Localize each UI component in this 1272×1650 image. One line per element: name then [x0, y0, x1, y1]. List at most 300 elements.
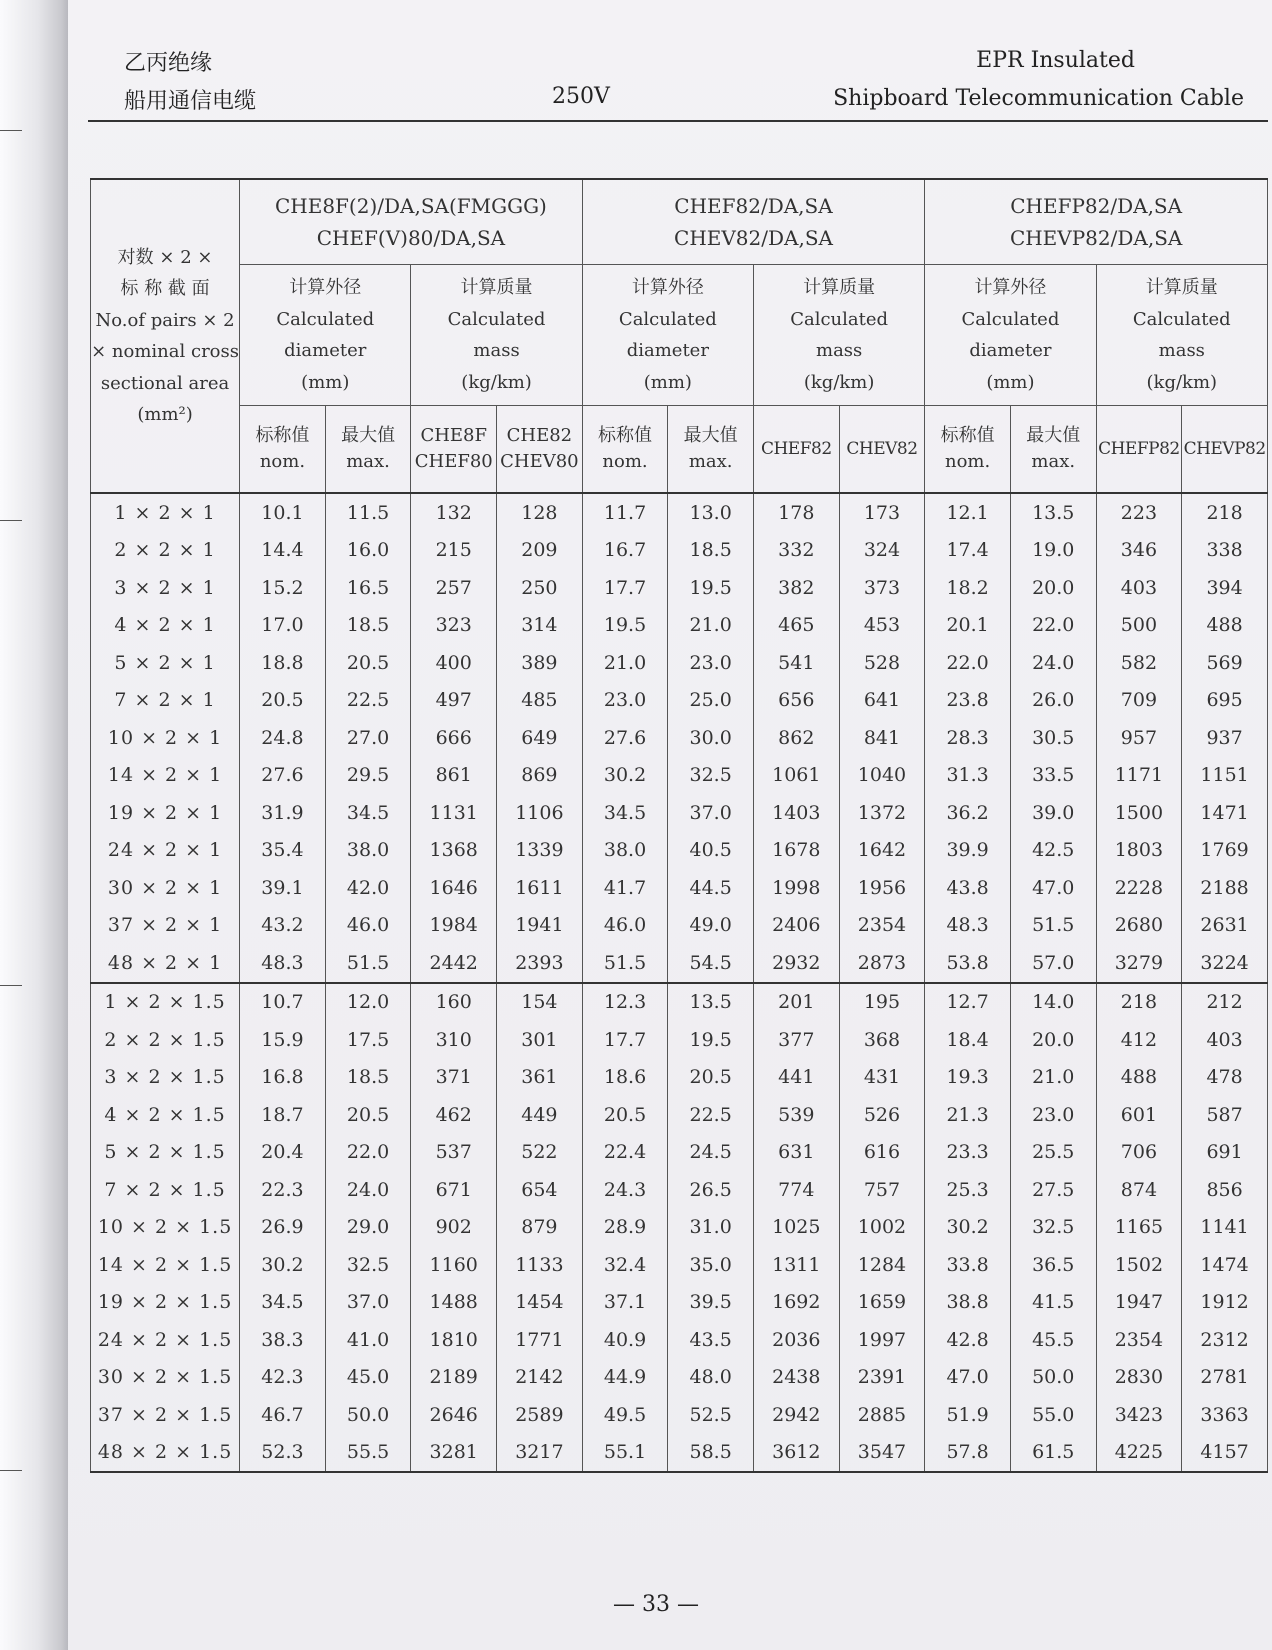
row-size-cell: 48 × 2 × 1: [91, 944, 240, 983]
table-cell: 250: [497, 569, 583, 607]
nom-header-en: nom.: [259, 451, 306, 472]
table-cell: 541: [753, 644, 839, 682]
table-cell: 24.0: [1010, 644, 1096, 682]
table-row: [91, 757, 1268, 795]
mass-col-line2: CHEV80: [500, 451, 579, 472]
table-cell: 862: [753, 719, 839, 757]
table-row: [91, 1059, 1268, 1097]
table-cell: 22.5: [325, 682, 411, 720]
table-cell: 522: [497, 1134, 583, 1172]
max-header-cn: 最大值: [1026, 424, 1081, 446]
table-cell: 3363: [1182, 1396, 1268, 1434]
table-cell: 132: [411, 493, 497, 532]
table-cell: 16.7: [582, 532, 668, 570]
table-cell: 20.5: [582, 1096, 668, 1134]
table-cell: 671: [411, 1171, 497, 1209]
table-cell: 301: [497, 1021, 583, 1059]
table-row: [91, 907, 1268, 945]
mass-col-header-chefp82: CHEFP82: [1096, 406, 1182, 494]
table-cell: 47.0: [925, 1359, 1011, 1397]
table-cell: 2312: [1182, 1321, 1268, 1359]
table-cell: 706: [1096, 1134, 1182, 1172]
table-cell: 2438: [753, 1359, 839, 1397]
table-cell: 2228: [1096, 869, 1182, 907]
nom-header: [582, 406, 668, 494]
table-cell: 26.9: [240, 1209, 326, 1247]
table-cell: 1339: [497, 832, 583, 870]
row-size-cell: 30 × 2 × 1: [91, 869, 240, 907]
table-cell: 666: [411, 719, 497, 757]
table-cell: 2189: [411, 1359, 497, 1397]
row-label-en1: No.of pairs × 2: [95, 309, 235, 331]
table-cell: 31.0: [668, 1209, 754, 1247]
row-size-cell: 19 × 2 × 1.5: [91, 1284, 240, 1322]
table-cell: 1171: [1096, 757, 1182, 795]
table-cell: 1642: [839, 832, 925, 870]
row-label-en2: × nominal cross: [91, 341, 239, 362]
table-cell: 631: [753, 1134, 839, 1172]
table-cell: 1368: [411, 832, 497, 870]
table-cell: 32.4: [582, 1246, 668, 1284]
table-cell: 24.0: [325, 1171, 411, 1209]
row-size-cell: 3 × 2 × 1.5: [91, 1059, 240, 1097]
table-cell: 28.3: [925, 719, 1011, 757]
table-cell: 26.5: [668, 1171, 754, 1209]
table-cell: 1151: [1182, 757, 1268, 795]
row-size-cell: 37 × 2 × 1.5: [91, 1396, 240, 1434]
row-label-en3: sectional area: [100, 372, 230, 394]
table-cell: 51.9: [925, 1396, 1011, 1434]
table-cell: 19.5: [668, 1021, 754, 1059]
table-cell: 35.4: [240, 832, 326, 870]
table-cell: 528: [839, 644, 925, 682]
max-header-en: max.: [346, 451, 390, 472]
table-cell: 2942: [753, 1396, 839, 1434]
table-cell: 1611: [497, 869, 583, 907]
max-header-cn: 最大值: [683, 424, 738, 446]
table-cell: 1803: [1096, 832, 1182, 870]
table-cell: 2885: [839, 1396, 925, 1434]
row-size-cell: 30 × 2 × 1.5: [91, 1359, 240, 1397]
table-cell: 173: [839, 493, 925, 532]
table-cell: 45.0: [325, 1359, 411, 1397]
table-cell: 2393: [497, 944, 583, 983]
binding-mark: [0, 985, 22, 986]
table-cell: 154: [497, 983, 583, 1022]
table-cell: 16.0: [325, 532, 411, 570]
diameter-header-en1: Calculated: [961, 308, 1060, 330]
table-cell: 488: [1182, 607, 1268, 645]
table-cell: 52.5: [668, 1396, 754, 1434]
table-row: [91, 607, 1268, 645]
table-cell: 937: [1182, 719, 1268, 757]
table-row: [91, 1209, 1268, 1247]
row-size-cell: 1 × 2 × 1: [91, 493, 240, 532]
table-cell: 1997: [839, 1321, 925, 1359]
mass-col-line2: CHEF80: [414, 451, 493, 472]
table-cell: 2354: [839, 907, 925, 945]
table-cell: 18.2: [925, 569, 1011, 607]
table-cell: 1692: [753, 1284, 839, 1322]
mass-col-header-chevp82: CHEVP82: [1182, 406, 1268, 494]
table-cell: 587: [1182, 1096, 1268, 1134]
mass-header-en2: mass: [473, 340, 520, 361]
table-cell: 465: [753, 607, 839, 645]
table-cell: 22.5: [668, 1096, 754, 1134]
title-cn-line1: 乙丙绝缘: [124, 51, 213, 76]
table-cell: 2932: [753, 944, 839, 983]
table-cell: 17.4: [925, 532, 1011, 570]
table-cell: 14.4: [240, 532, 326, 570]
table-cell: 52.3: [240, 1434, 326, 1473]
table-cell: 641: [839, 682, 925, 720]
table-cell: 3612: [753, 1434, 839, 1473]
table-cell: 30.2: [582, 757, 668, 795]
table-cell: 54.5: [668, 944, 754, 983]
table-cell: 1133: [497, 1246, 583, 1284]
table-cell: 19.3: [925, 1059, 1011, 1097]
max-header: [325, 406, 411, 494]
table-cell: 37.0: [668, 794, 754, 832]
table-row: [91, 532, 1268, 570]
table-cell: 856: [1182, 1171, 1268, 1209]
group-header-2: [582, 179, 925, 265]
table-cell: 2873: [839, 944, 925, 983]
table-cell: 382: [753, 569, 839, 607]
table-cell: 201: [753, 983, 839, 1022]
table-cell: 41.7: [582, 869, 668, 907]
diameter-header-cn: 计算外径: [289, 277, 362, 298]
table-cell: 1646: [411, 869, 497, 907]
table-cell: 3547: [839, 1434, 925, 1473]
header-rule: [88, 120, 1268, 122]
table-cell: 332: [753, 532, 839, 570]
table-cell: 12.7: [925, 983, 1011, 1022]
table-cell: 1025: [753, 1209, 839, 1247]
table-cell: 25.5: [1010, 1134, 1096, 1172]
table-cell: 30.2: [240, 1246, 326, 1284]
table-row: [91, 644, 1268, 682]
mass-header-cn: 计算质量: [803, 277, 876, 298]
table-row: [91, 569, 1268, 607]
mass-col-line1: CHE8F: [420, 424, 487, 446]
table-row: [91, 1171, 1268, 1209]
table-cell: 55.5: [325, 1434, 411, 1473]
table-cell: 1984: [411, 907, 497, 945]
table-cell: 14.0: [1010, 983, 1096, 1022]
nom-header-cn: 标称值: [255, 424, 310, 446]
table-cell: 394: [1182, 569, 1268, 607]
table-cell: 20.5: [325, 644, 411, 682]
table-cell: 902: [411, 1209, 497, 1247]
table-cell: 34.5: [582, 794, 668, 832]
row-size-cell: 2 × 2 × 1.5: [91, 1021, 240, 1059]
table-cell: 441: [753, 1059, 839, 1097]
table-cell: 55.0: [1010, 1396, 1096, 1434]
table-cell: 695: [1182, 682, 1268, 720]
table-cell: 223: [1096, 493, 1182, 532]
nom-header-cn: 标称值: [598, 424, 653, 446]
table-cell: 23.8: [925, 682, 1011, 720]
table-cell: 1061: [753, 757, 839, 795]
table-cell: 49.5: [582, 1396, 668, 1434]
table-cell: 4225: [1096, 1434, 1182, 1473]
table-cell: 346: [1096, 532, 1182, 570]
table-cell: 869: [497, 757, 583, 795]
table-cell: 37.1: [582, 1284, 668, 1322]
table-cell: 24.5: [668, 1134, 754, 1172]
table-cell: 874: [1096, 1171, 1182, 1209]
row-size-cell: 37 × 2 × 1: [91, 907, 240, 945]
diameter-header-en1: Calculated: [276, 308, 375, 330]
table-cell: 48.3: [925, 907, 1011, 945]
row-size-cell: 5 × 2 × 1.5: [91, 1134, 240, 1172]
table-cell: 33.8: [925, 1246, 1011, 1284]
table-row: [91, 832, 1268, 870]
row-size-cell: 7 × 2 × 1.5: [91, 1171, 240, 1209]
table-cell: 709: [1096, 682, 1182, 720]
table-cell: 42.8: [925, 1321, 1011, 1359]
table-cell: 500: [1096, 607, 1182, 645]
table-cell: 32.5: [325, 1246, 411, 1284]
table-cell: 1502: [1096, 1246, 1182, 1284]
row-size-cell: 14 × 2 × 1.5: [91, 1246, 240, 1284]
table-cell: 22.3: [240, 1171, 326, 1209]
mass-header-en1: Calculated: [447, 308, 546, 330]
mass-col-header-chev82: CHEV82: [839, 406, 925, 494]
table-cell: 1040: [839, 757, 925, 795]
max-header-en: max.: [1031, 451, 1076, 472]
table-cell: 20.4: [240, 1134, 326, 1172]
table-cell: 649: [497, 719, 583, 757]
mass-header-en1: Calculated: [790, 308, 889, 330]
table-cell: 46.0: [582, 907, 668, 945]
table-cell: 310: [411, 1021, 497, 1059]
table-cell: 43.8: [925, 869, 1011, 907]
table-cell: 22.4: [582, 1134, 668, 1172]
table-cell: 38.0: [582, 832, 668, 870]
table-cell: 13.5: [1010, 493, 1096, 532]
row-label-unit: (mm²): [137, 404, 193, 425]
table-cell: 1474: [1182, 1246, 1268, 1284]
table-cell: 18.5: [668, 532, 754, 570]
table-cell: 212: [1182, 983, 1268, 1022]
table-cell: 1956: [839, 869, 925, 907]
table-cell: 48.3: [240, 944, 326, 983]
table-row: [91, 682, 1268, 720]
nom-header-en: nom.: [602, 451, 648, 472]
table-cell: 27.5: [1010, 1171, 1096, 1209]
mass-col-header-che82: [497, 406, 583, 494]
table-cell: 2406: [753, 907, 839, 945]
table-cell: 21.0: [1010, 1059, 1096, 1097]
table-cell: 23.0: [1010, 1096, 1096, 1134]
table-cell: 42.0: [325, 869, 411, 907]
table-row: [91, 1021, 1268, 1059]
table-row: [91, 869, 1268, 907]
row-size-cell: 2 × 2 × 1: [91, 532, 240, 570]
table-cell: 2442: [411, 944, 497, 983]
table-cell: 488: [1096, 1059, 1182, 1097]
table-cell: 2781: [1182, 1359, 1268, 1397]
table-cell: 35.0: [668, 1246, 754, 1284]
title-cn-line2: 船用通信电缆: [124, 89, 257, 114]
table-cell: 11.7: [582, 493, 668, 532]
table-cell: 18.7: [240, 1096, 326, 1134]
table-cell: 215: [411, 532, 497, 570]
table-cell: 55.1: [582, 1434, 668, 1473]
row-size-cell: 4 × 2 × 1.5: [91, 1096, 240, 1134]
group-2-line1: CHEF82/DA,SA: [674, 194, 833, 218]
table-cell: 526: [839, 1096, 925, 1134]
table-cell: 24.8: [240, 719, 326, 757]
table-cell: 23.0: [668, 644, 754, 682]
table-cell: 30.0: [668, 719, 754, 757]
table-cell: 656: [753, 682, 839, 720]
table-cell: 1771: [497, 1321, 583, 1359]
table-row: [91, 1134, 1268, 1172]
table-cell: 1488: [411, 1284, 497, 1322]
table-cell: 61.5: [1010, 1434, 1096, 1473]
table-cell: 22.0: [325, 1134, 411, 1172]
table-cell: 38.0: [325, 832, 411, 870]
table-cell: 389: [497, 644, 583, 682]
table-cell: 46.7: [240, 1396, 326, 1434]
group-2-line2: CHEV82/DA,SA: [674, 226, 833, 250]
section-1mm2: [91, 493, 1268, 983]
table-cell: 616: [839, 1134, 925, 1172]
mass-col-header-chef82: CHEF82: [753, 406, 839, 494]
table-cell: 53.8: [925, 944, 1011, 983]
table-cell: 18.4: [925, 1021, 1011, 1059]
table-cell: 1769: [1182, 832, 1268, 870]
nom-header: [925, 406, 1011, 494]
max-header: [1010, 406, 1096, 494]
table-cell: 453: [839, 607, 925, 645]
table-cell: 537: [411, 1134, 497, 1172]
table-cell: 314: [497, 607, 583, 645]
table-cell: 582: [1096, 644, 1182, 682]
table-cell: 3217: [497, 1434, 583, 1473]
table-cell: 39.0: [1010, 794, 1096, 832]
diameter-header-cn: 计算外径: [631, 277, 704, 298]
row-size-cell: 48 × 2 × 1.5: [91, 1434, 240, 1473]
table-cell: 13.5: [668, 983, 754, 1022]
table-row: [91, 1284, 1268, 1322]
table-row: [91, 983, 1268, 1022]
row-size-cell: 5 × 2 × 1: [91, 644, 240, 682]
diameter-header: [925, 265, 1096, 406]
table-cell: 11.5: [325, 493, 411, 532]
mass-header: [753, 265, 924, 406]
table-cell: 257: [411, 569, 497, 607]
table-cell: 17.7: [582, 569, 668, 607]
table-cell: 32.5: [1010, 1209, 1096, 1247]
table-cell: 431: [839, 1059, 925, 1097]
table-cell: 377: [753, 1021, 839, 1059]
mass-header-unit: (kg/km): [1146, 371, 1218, 393]
table-cell: 368: [839, 1021, 925, 1059]
row-size-cell: 4 × 2 × 1: [91, 607, 240, 645]
table-cell: 957: [1096, 719, 1182, 757]
table-cell: 50.0: [325, 1396, 411, 1434]
table-cell: 45.5: [1010, 1321, 1096, 1359]
table-cell: 27.0: [325, 719, 411, 757]
row-label-cn1: 对数 × 2 ×: [117, 246, 213, 268]
table-cell: 2631: [1182, 907, 1268, 945]
table-cell: 21.3: [925, 1096, 1011, 1134]
table-cell: 1106: [497, 794, 583, 832]
table-cell: 57.0: [1010, 944, 1096, 983]
table-cell: 18.5: [325, 607, 411, 645]
table-cell: 21.0: [582, 644, 668, 682]
table-cell: 36.5: [1010, 1246, 1096, 1284]
table-cell: 29.0: [325, 1209, 411, 1247]
row-size-cell: 24 × 2 × 1.5: [91, 1321, 240, 1359]
group-3-line2: CHEVP82/DA,SA: [1009, 226, 1183, 250]
nom-header: [240, 406, 326, 494]
table-row: [91, 1246, 1268, 1284]
mass-header-en2: mass: [1158, 340, 1205, 361]
table-cell: 37.0: [325, 1284, 411, 1322]
table-cell: 17.0: [240, 607, 326, 645]
table-cell: 31.9: [240, 794, 326, 832]
title-en-line1: EPR Insulated: [976, 48, 1135, 73]
document-page: [68, 0, 1272, 1650]
table-cell: 1912: [1182, 1284, 1268, 1322]
table-cell: 48.0: [668, 1359, 754, 1397]
group-3-line1: CHEFP82/DA,SA: [1010, 194, 1183, 218]
mass-col-header-che8f: [411, 406, 497, 494]
table-cell: 19.5: [582, 607, 668, 645]
table-cell: 22.0: [1010, 607, 1096, 645]
table-cell: 23.0: [582, 682, 668, 720]
table-cell: 1454: [497, 1284, 583, 1322]
table-cell: 371: [411, 1059, 497, 1097]
table-cell: 20.0: [1010, 569, 1096, 607]
table-cell: 361: [497, 1059, 583, 1097]
table-cell: 19.0: [1010, 532, 1096, 570]
table-cell: 40.5: [668, 832, 754, 870]
table-cell: 412: [1096, 1021, 1182, 1059]
nom-header-en: nom.: [945, 451, 991, 472]
table-cell: 38.8: [925, 1284, 1011, 1322]
table-row: [91, 493, 1268, 532]
table-cell: 17.5: [325, 1021, 411, 1059]
table-cell: 1659: [839, 1284, 925, 1322]
table-cell: 879: [497, 1209, 583, 1247]
table-row: [91, 794, 1268, 832]
table-cell: 51.5: [325, 944, 411, 983]
book-binding-edge: [0, 0, 68, 1650]
table-cell: 449: [497, 1096, 583, 1134]
table-cell: 29.5: [325, 757, 411, 795]
table-cell: 51.5: [582, 944, 668, 983]
row-label-cn2: 标 称 截 面: [120, 278, 210, 299]
mass-col-line1: CHE82: [506, 424, 573, 446]
table-cell: 861: [411, 757, 497, 795]
group-header-3: [925, 179, 1268, 265]
cable-spec-table: [90, 178, 1268, 1473]
table-cell: 403: [1096, 569, 1182, 607]
table-cell: 24.3: [582, 1171, 668, 1209]
table-cell: 27.6: [240, 757, 326, 795]
table-cell: 1941: [497, 907, 583, 945]
table-cell: 20.1: [925, 607, 1011, 645]
table-cell: 21.0: [668, 607, 754, 645]
table-cell: 58.5: [668, 1434, 754, 1473]
table-cell: 18.8: [240, 644, 326, 682]
